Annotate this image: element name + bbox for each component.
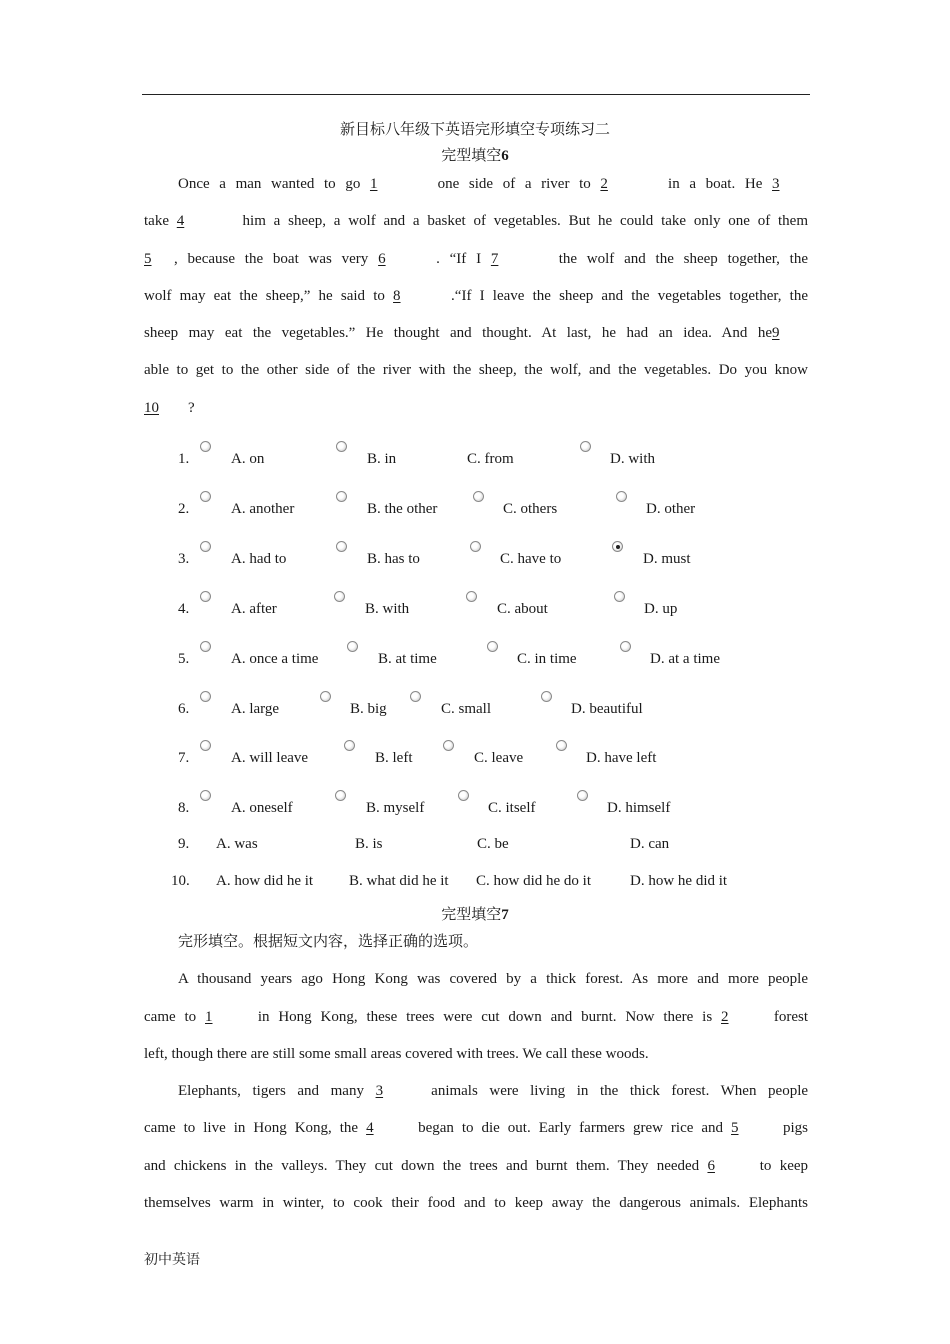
blank-5: 5 xyxy=(144,250,152,267)
option-label: C. in time xyxy=(517,651,577,667)
radio-button[interactable] xyxy=(200,691,211,702)
option-label: D. with xyxy=(610,451,655,467)
radio-button[interactable] xyxy=(541,691,552,702)
radio-button[interactable] xyxy=(334,591,345,602)
p7-blank-1: 1 xyxy=(205,1008,213,1025)
question-number: 9. xyxy=(178,836,190,852)
option-label: D. have left xyxy=(586,750,657,766)
option-label: B. is xyxy=(355,836,383,852)
option-label: C. about xyxy=(497,601,548,617)
radio-button[interactable] xyxy=(200,641,211,652)
option-label: C. itself xyxy=(488,800,536,816)
question-number: 1. xyxy=(178,451,190,467)
header-rule xyxy=(142,94,810,95)
option-label: A. had to xyxy=(231,551,287,567)
option-label: A. on xyxy=(231,451,265,467)
radio-button[interactable] xyxy=(410,691,421,702)
blank-7: 7 xyxy=(490,250,499,267)
option-label: C. be xyxy=(477,836,509,852)
question-number: 7. xyxy=(178,750,190,766)
main-title: 新目标八年级下英语完形填空专项练习二 xyxy=(339,122,610,138)
option-label: D. up xyxy=(644,601,678,617)
option-label: B. with xyxy=(365,601,410,617)
radio-button[interactable] xyxy=(616,491,627,502)
question-number: 2. xyxy=(178,501,190,517)
option-label: B. has to xyxy=(367,551,420,567)
passage-7-p2-line-4: themselves warm in winter, to cook their food and to keep away the dangerous animals. Elephants xyxy=(144,1195,808,1212)
radio-button[interactable] xyxy=(470,541,481,552)
option-label: C. how did he do it xyxy=(476,873,591,889)
p7-blank-4: 4 xyxy=(366,1120,374,1137)
passage-6-line-7: 10 ? xyxy=(144,390,808,427)
section-6-number: 6 xyxy=(501,148,509,164)
option-label: B. in xyxy=(367,451,397,467)
option-label: A. once a time xyxy=(231,651,319,667)
blank-2: 2 xyxy=(600,176,608,192)
option-label: D. must xyxy=(643,551,691,567)
blank-10: 10 xyxy=(144,399,159,416)
radio-button[interactable] xyxy=(556,740,567,751)
passage-6-line-2: take 4 him a sheep, a wolf and a basket of vegetables. But he could take only one of them xyxy=(144,203,808,240)
radio-button[interactable] xyxy=(344,740,355,751)
option-label: D. can xyxy=(630,836,670,852)
radio-button[interactable] xyxy=(580,441,591,452)
option-label: A. was xyxy=(216,836,258,852)
passage-6-line-5: sheep may eat the vegetables.” He thought and thought. At last, he had an idea. And he9 xyxy=(144,315,808,352)
option-label: A. after xyxy=(231,601,277,617)
blank-4: 4 xyxy=(176,213,185,230)
blank-9: 9 xyxy=(772,325,780,342)
option-label: B. big xyxy=(350,701,387,717)
option-label: D. beautiful xyxy=(571,701,643,717)
passage-7-p2-line-3: and chickens in the valleys. They cut down the trees and burnt them. They needed 6 to keep xyxy=(144,1148,808,1185)
passage-7-p1-line-2: came to 1 in Hong Kong, these trees were cut down and burnt. Now there is 2 forest xyxy=(144,999,808,1036)
radio-button[interactable] xyxy=(200,441,211,452)
section-6-prefix: 完型填空 xyxy=(441,148,502,164)
passage-7-p2-line-1: Elephants, tigers and many 3 animals were living in the thick forest. When people xyxy=(144,1073,808,1110)
option-label: A. oneself xyxy=(231,800,293,816)
p7-blank-6: 6 xyxy=(707,1157,715,1174)
option-label: A. how did he it xyxy=(216,873,314,889)
radio-button[interactable] xyxy=(200,541,211,552)
passage-6 xyxy=(144,166,808,427)
option-label: B. what did he it xyxy=(349,873,449,889)
passage-6-line-1: Once a man wanted to go 1 one side of a river to 2 in a boat. He 3 xyxy=(144,166,808,203)
section-7-number: 7 xyxy=(501,907,509,923)
blank-3: 3 xyxy=(772,176,780,192)
radio-button[interactable] xyxy=(577,790,588,801)
passage-7-p2-line-2: came to live in Hong Kong, the 4 began to die out. Early farmers grew rice and 5 pigs xyxy=(144,1110,808,1147)
passage-7 xyxy=(144,924,808,1222)
radio-button[interactable] xyxy=(200,740,211,751)
option-label: B. the other xyxy=(367,501,438,517)
radio-button[interactable] xyxy=(458,790,469,801)
option-label: C. small xyxy=(441,701,492,717)
p7-blank-3: 3 xyxy=(375,1083,384,1100)
radio-button[interactable] xyxy=(443,740,454,751)
radio-button[interactable] xyxy=(347,641,358,652)
passage-6-line-6: able to get to the other side of the river with the sheep, the wolf, and the vegetables. Do you know xyxy=(144,362,808,379)
passage-7-p1-line-3: left, though there are still some small areas covered with trees. We call these woods. xyxy=(144,1045,649,1062)
question-number: 5. xyxy=(178,651,190,667)
question-number: 6. xyxy=(178,701,190,717)
option-label: D. how he did it xyxy=(630,873,728,889)
option-label: C. leave xyxy=(474,750,524,766)
option-label: B. left xyxy=(375,750,413,766)
option-label: A. will leave xyxy=(231,750,309,766)
radio-button[interactable] xyxy=(612,541,623,552)
passage-7-instruction: 完形填空。根据短文内容，选择正确的选项。 xyxy=(178,934,479,950)
radio-button[interactable] xyxy=(473,491,484,502)
option-label: B. myself xyxy=(366,800,425,816)
question-number: 3. xyxy=(178,551,190,567)
radio-button[interactable] xyxy=(336,491,347,502)
option-label: A. another xyxy=(231,501,295,517)
option-label: D. himself xyxy=(607,800,671,816)
section-7-title xyxy=(0,903,950,924)
option-label: C. have to xyxy=(500,551,562,567)
section-6-title xyxy=(0,144,950,165)
passage-6-line-3: 5 , because the boat was very 6 . “If I 7 the wolf and the sheep together, the xyxy=(144,241,808,278)
option-label: A. large xyxy=(231,701,280,717)
blank-6: 6 xyxy=(378,250,386,267)
p7-blank-5: 5 xyxy=(731,1120,739,1137)
passage-7-p1-line-1: A thousand years ago Hong Kong was covered by a thick forest. As more and more people xyxy=(178,971,808,988)
p7-blank-2: 2 xyxy=(721,1008,729,1025)
radio-button[interactable] xyxy=(620,641,631,652)
blank-1: 1 xyxy=(369,176,378,192)
radio-button[interactable] xyxy=(200,491,211,502)
blank-8: 8 xyxy=(393,287,401,304)
option-label: B. at time xyxy=(378,651,437,667)
option-label: D. at a time xyxy=(650,651,720,667)
radio-button[interactable] xyxy=(200,790,211,801)
radio-button[interactable] xyxy=(466,591,477,602)
option-label: C. others xyxy=(503,501,558,517)
radio-button[interactable] xyxy=(487,641,498,652)
question-number: 10. xyxy=(171,873,190,889)
radio-button[interactable] xyxy=(336,441,347,452)
radio-button[interactable] xyxy=(200,591,211,602)
option-label: D. other xyxy=(646,501,696,517)
radio-button[interactable] xyxy=(336,541,347,552)
question-number: 8. xyxy=(178,800,190,816)
passage-6-line-4: wolf may eat the sheep,” he said to 8 .“If I leave the sheep and the vegetables together, the xyxy=(144,278,808,315)
radio-button[interactable] xyxy=(335,790,346,801)
question-number: 4. xyxy=(178,601,190,617)
radio-button[interactable] xyxy=(614,591,625,602)
footer-label: 初中英语 xyxy=(144,1253,200,1268)
option-label: C. from xyxy=(467,451,514,467)
radio-button[interactable] xyxy=(320,691,331,702)
section-7-prefix: 完型填空 xyxy=(441,907,502,923)
